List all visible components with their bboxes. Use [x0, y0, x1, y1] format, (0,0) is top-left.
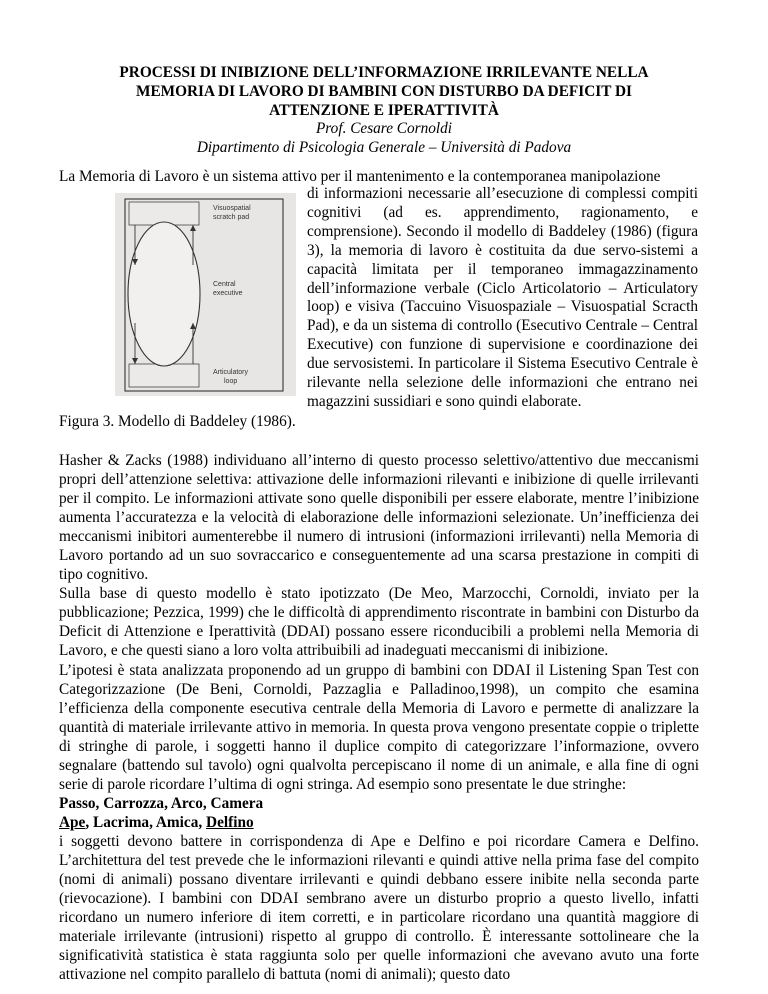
author-block: [76, 119, 692, 157]
document-body: [59, 451, 699, 984]
label-scratch-pad-2: scratch pad: [213, 214, 250, 221]
intro-first-line: La Memoria di Lavoro è un sistema attivo per il mantenimento e la contemporanea manipolazione: [59, 168, 661, 185]
title-line: MEMORIA DI LAVORO DI BAMBINI CON DISTURBO DA DEFICIT DI: [136, 83, 632, 100]
label-central-2: executive: [213, 290, 243, 297]
paragraph: i soggetti devono battere in corrispondenza di Ape e Delfino e poi ricordare Camera e Delfino. L’architettura del test prevede che le informazioni rilevanti e quindi attive nella prima fase del compito (nomi di animali) possano diventare irrilevanti e quindi debbano essere inibite nella seconda parte (rievocazione). I bambini con DDAI sembrano avere un disturbo proprio a questo livello, infatti ricordano un numero inferiore di item corretti, e in particolare ricordano una quantità maggiore di materiale irrilevante (intrusioni) rispetto al gruppo di controllo. È interessante sottolineare che la significatività statistica è stata raggiunta solo per quelle informazioni che avevano avuto una forte attivazione nel compito parallelo di battuta (nomi di animali); questo dato: [59, 832, 699, 984]
articulatory-loop-box: [129, 364, 199, 387]
figure-caption: Figura 3. Modello di Baddeley (1986).: [59, 413, 296, 430]
example-word-delfino: Delfino: [206, 813, 254, 831]
title-line: ATTENZIONE E IPERATTIVITÀ: [269, 102, 499, 119]
title-line: PROCESSI DI INIBIZIONE DELL’INFORMAZIONE IRRILEVANTE NELLA: [119, 64, 649, 81]
paragraph: L’ipotesi è stata analizzata proponendo ad un gruppo di bambini con DDAI il Listening Span Test con Categorizzazione (De Beni, Cornoldi, Pazzaglia e Palladinoo,1998), un compito che esamina l’efficienza della componente esecutiva centrale della Memoria di Lavoro e permette di analizzare la quantità di materiale irrilevante attivo in memoria. In questa prova vengono presentate coppie o triplette di stringhe di parole, i soggetti hanno il duplice compito di categorizzare l’informazione, ovvero segnalare (battendo sul tavolo) ogni qualvolta percepiscano il nome di un animale, e alla fine di ogni serie di parole ricordare l’ultima di ogni stringa. Ad esempio sono presentate le due stringhe:: [59, 661, 699, 793]
paragraph: Hasher & Zacks (1988) individuano all’interno di questo processo selettivo/attentivo due meccanismi propri dell’attenzione selettiva: attivazione delle informazioni rilevanti e inibizione di quelle irrilevanti per il compito. Le informazioni attivate sono quelle disponibili per essere elaborate, mentre l’inibizione aumenta l’accuratezza e la velocità di elaborazione delle informazioni selezionate. Un’inefficienza dei meccanismi inibitori aumenterebbe il numero di intrusioni (informazioni irrilevanti) nella Memoria di Lavoro portando ad un suo sovraccarico e conseguentemente ad una scarsa prestazione in compiti di tipo cognitivo.: [59, 452, 699, 584]
label-loop-2: loop: [224, 378, 238, 385]
example-string-1: Passo, Carrozza, Arco, Camera: [59, 794, 264, 812]
central-executive-ellipse: [128, 222, 200, 366]
label-scratch-pad-1: Visuospatial: [213, 205, 251, 212]
example-word-ape: Ape: [59, 813, 86, 831]
paragraph: Sulla base di questo modello è stato ipotizzato (De Meo, Marzocchi, Cornoldi, inviato per la pubblicazione; Pezzica, 1999) che le difficoltà di apprendimento riscontrate in bambini con Disturbo da Deficit di Attenzione e Iperattività (DDAI) possano essere riconducibili a problemi nella Memoria di Lavoro, e che questi siano a loro volta attribuibili ad inadeguati meccanismi di inibizione.: [59, 585, 699, 660]
author-name: Prof. Cesare Cornoldi: [315, 120, 453, 137]
document-title: [76, 63, 692, 120]
baddeley-model-diagram: [115, 193, 296, 396]
label-loop-1: Articulatory: [213, 369, 249, 376]
baddeley-model-figure: [115, 193, 296, 396]
example-string-2: [59, 813, 699, 832]
example-middle-words: , Lacrima, Amica,: [85, 813, 207, 831]
intro-side-text: di informazioni necessarie all’esecuzione di complessi compiti cognitivi (ad es. apprendimento, ragionamento, e comprensione). Secondo il modello di Baddeley (1986) (figura 3), la memoria di lavoro è costituita da due servo-sistemi a capacità limitata per il temporaneo immagazzinamento dell’informazione verbale (Ciclo Articolatorio – Articulatory loop) e visiva (Taccuino Visuospaziale – Visuospatial Scracth Pad), e da un sistema di controllo (Esecutivo Centrale – Central Executive) con funzione di supervisione e coordinazione dei due servosistemi. In particolare il Sistema Esecutivo Centrale è rilevante nella selezione delle informazioni che entrano nei magazzini sussidiari e sono quindi elaborate.: [307, 185, 698, 410]
label-central-1: Central: [213, 281, 236, 288]
author-affiliation: Dipartimento di Psicologia Generale – Università di Padova: [196, 139, 572, 156]
